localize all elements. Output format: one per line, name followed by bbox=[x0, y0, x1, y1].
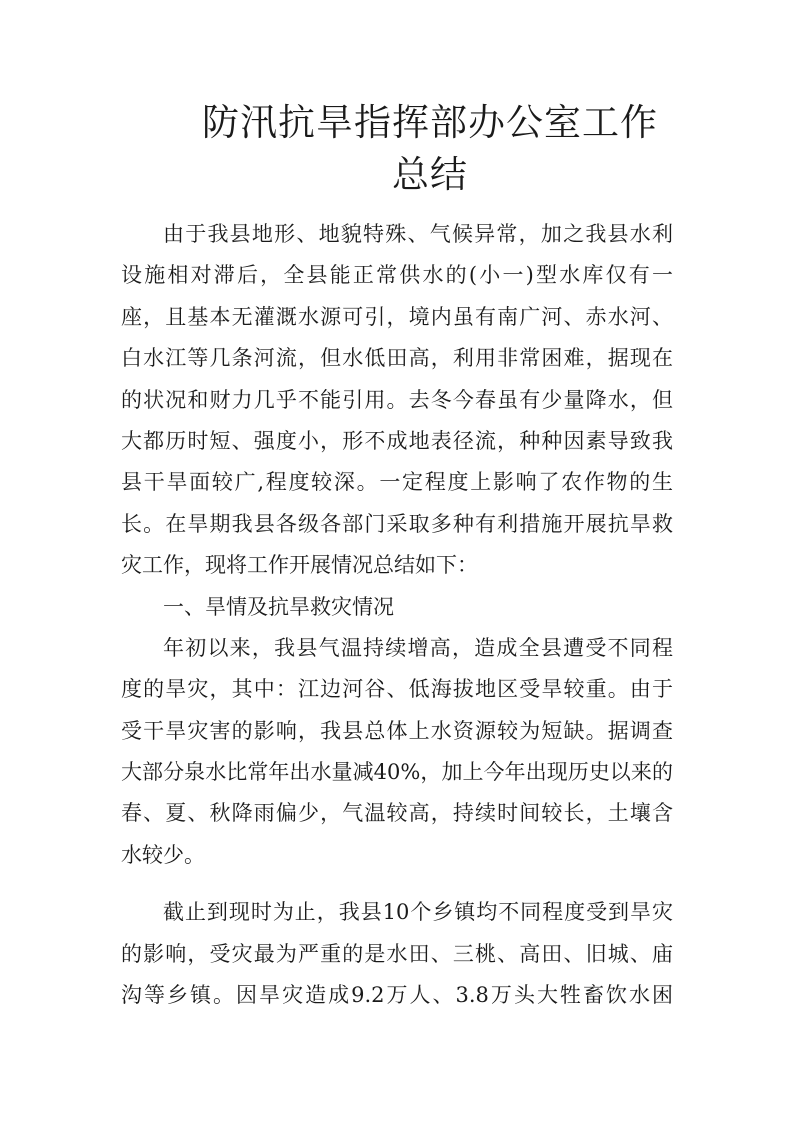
paragraph-line: 座，且基本无灌溉水源可引，境内虽有南广河、赤水河、 bbox=[121, 304, 673, 329]
paragraph-line: 灾工作，现将工作开展情况总结如下： bbox=[121, 553, 478, 578]
section-heading: 一、旱情及抗旱救灾情况 bbox=[163, 594, 394, 619]
document-title-line1: 防汛抗旱指挥部办公室工作 bbox=[202, 101, 658, 144]
paragraph-line: 大都历时短、强度小，形不成地表径流，种种因素导致我 bbox=[121, 428, 673, 453]
document-title-line2: 总结 bbox=[392, 153, 468, 196]
paragraph-line: 设施相对滞后，全县能正常供水的(小一)型水库仅有一 bbox=[121, 263, 673, 288]
paragraph-line: 县干旱面较广,程度较深。一定程度上影响了农作物的生 bbox=[121, 470, 673, 495]
paragraph-line: 的状况和财力几乎不能引用。去冬今春虽有少量降水，但 bbox=[121, 387, 673, 412]
paragraph-line: 度的旱灾，其中：江边河谷、低海拔地区受旱较重。由于 bbox=[121, 677, 673, 702]
paragraph-line: 水较少。 bbox=[121, 842, 205, 867]
paragraph-line: 白水江等几条河流，但水低田高，利用非常困难，据现在 bbox=[121, 346, 673, 371]
document-body bbox=[121, 214, 673, 1016]
paragraph-line: 由于我县地形、地貌特殊、气候异常，加之我县水利 bbox=[163, 222, 673, 246]
paragraph-line: 大部分泉水比常年出水量减40%，加上今年出现历史以来的 bbox=[121, 760, 673, 785]
paragraph-line: 春、夏、秋降雨偏少，气温较高，持续时间较长，土壤含 bbox=[121, 801, 673, 826]
paragraph-2 bbox=[121, 628, 673, 876]
paragraph-line: 的影响，受灾最为严重的是水田、三桃、高田、旧城、庙 bbox=[121, 941, 673, 966]
paragraph-spacer bbox=[121, 876, 673, 892]
paragraph-line: 年初以来，我县气温持续增高，造成全县遭受不同程 bbox=[163, 635, 673, 660]
paragraph-line: 受干旱灾害的影响，我县总体上水资源较为短缺。据调查 bbox=[121, 718, 673, 743]
paragraph-line: 截止到现时为止，我县10个乡镇均不同程度受到旱灾 bbox=[163, 900, 673, 925]
paragraph-line: 沟等乡镇。因旱灾造成9.2万人、3.8万头大牲畜饮水困 bbox=[121, 983, 673, 1008]
paragraph-3 bbox=[121, 892, 673, 1016]
paragraph-1 bbox=[121, 214, 673, 587]
paragraph-line: 长。在旱期我县各级各部门采取多种有利措施开展抗旱救 bbox=[121, 511, 673, 536]
